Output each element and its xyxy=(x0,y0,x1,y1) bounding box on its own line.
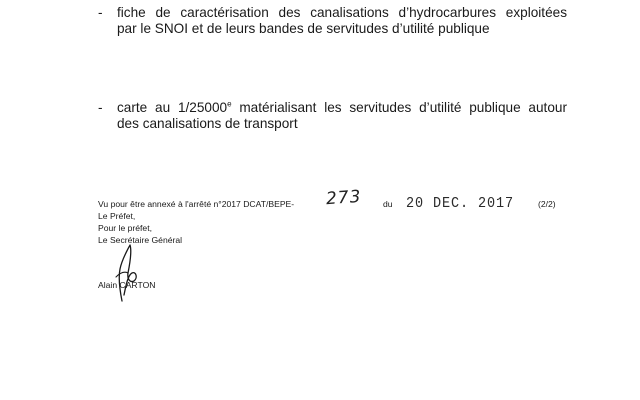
date-stamp: 20 DEC. 2017 xyxy=(406,195,515,212)
page-number: (2/2) xyxy=(538,199,556,209)
annex-statement: Vu pour être annexé à l'arrêté n°2017 DCAT/BEPE- xyxy=(98,199,295,209)
signer-delegation: Pour le préfet, xyxy=(98,223,152,233)
signer-title: Le Préfet, xyxy=(98,211,136,221)
handwritten-decree-number: 273 xyxy=(325,186,363,210)
list-item-text xyxy=(117,5,567,37)
handwritten-signature xyxy=(108,243,148,305)
signer-role: Le Secrétaire Général xyxy=(98,235,183,245)
list-item-line: par le SNOI et de leurs bandes de servitudes d’utilité publique xyxy=(117,21,490,36)
list-item-line: carte au 1/25000e matérialisant les servitudes d’utilité publique autour xyxy=(117,99,567,115)
signatory-name: Alain CARTON xyxy=(98,280,156,290)
list-item-text xyxy=(117,100,567,132)
bullet-dash: - xyxy=(98,100,103,115)
list-item-line: fiche de caractérisation des canalisations d’hydrocarbures exploitées xyxy=(117,5,567,20)
du-label: du xyxy=(383,199,393,209)
bullet-dash: - xyxy=(98,5,103,20)
list-item-line: des canalisations de transport xyxy=(117,116,298,131)
